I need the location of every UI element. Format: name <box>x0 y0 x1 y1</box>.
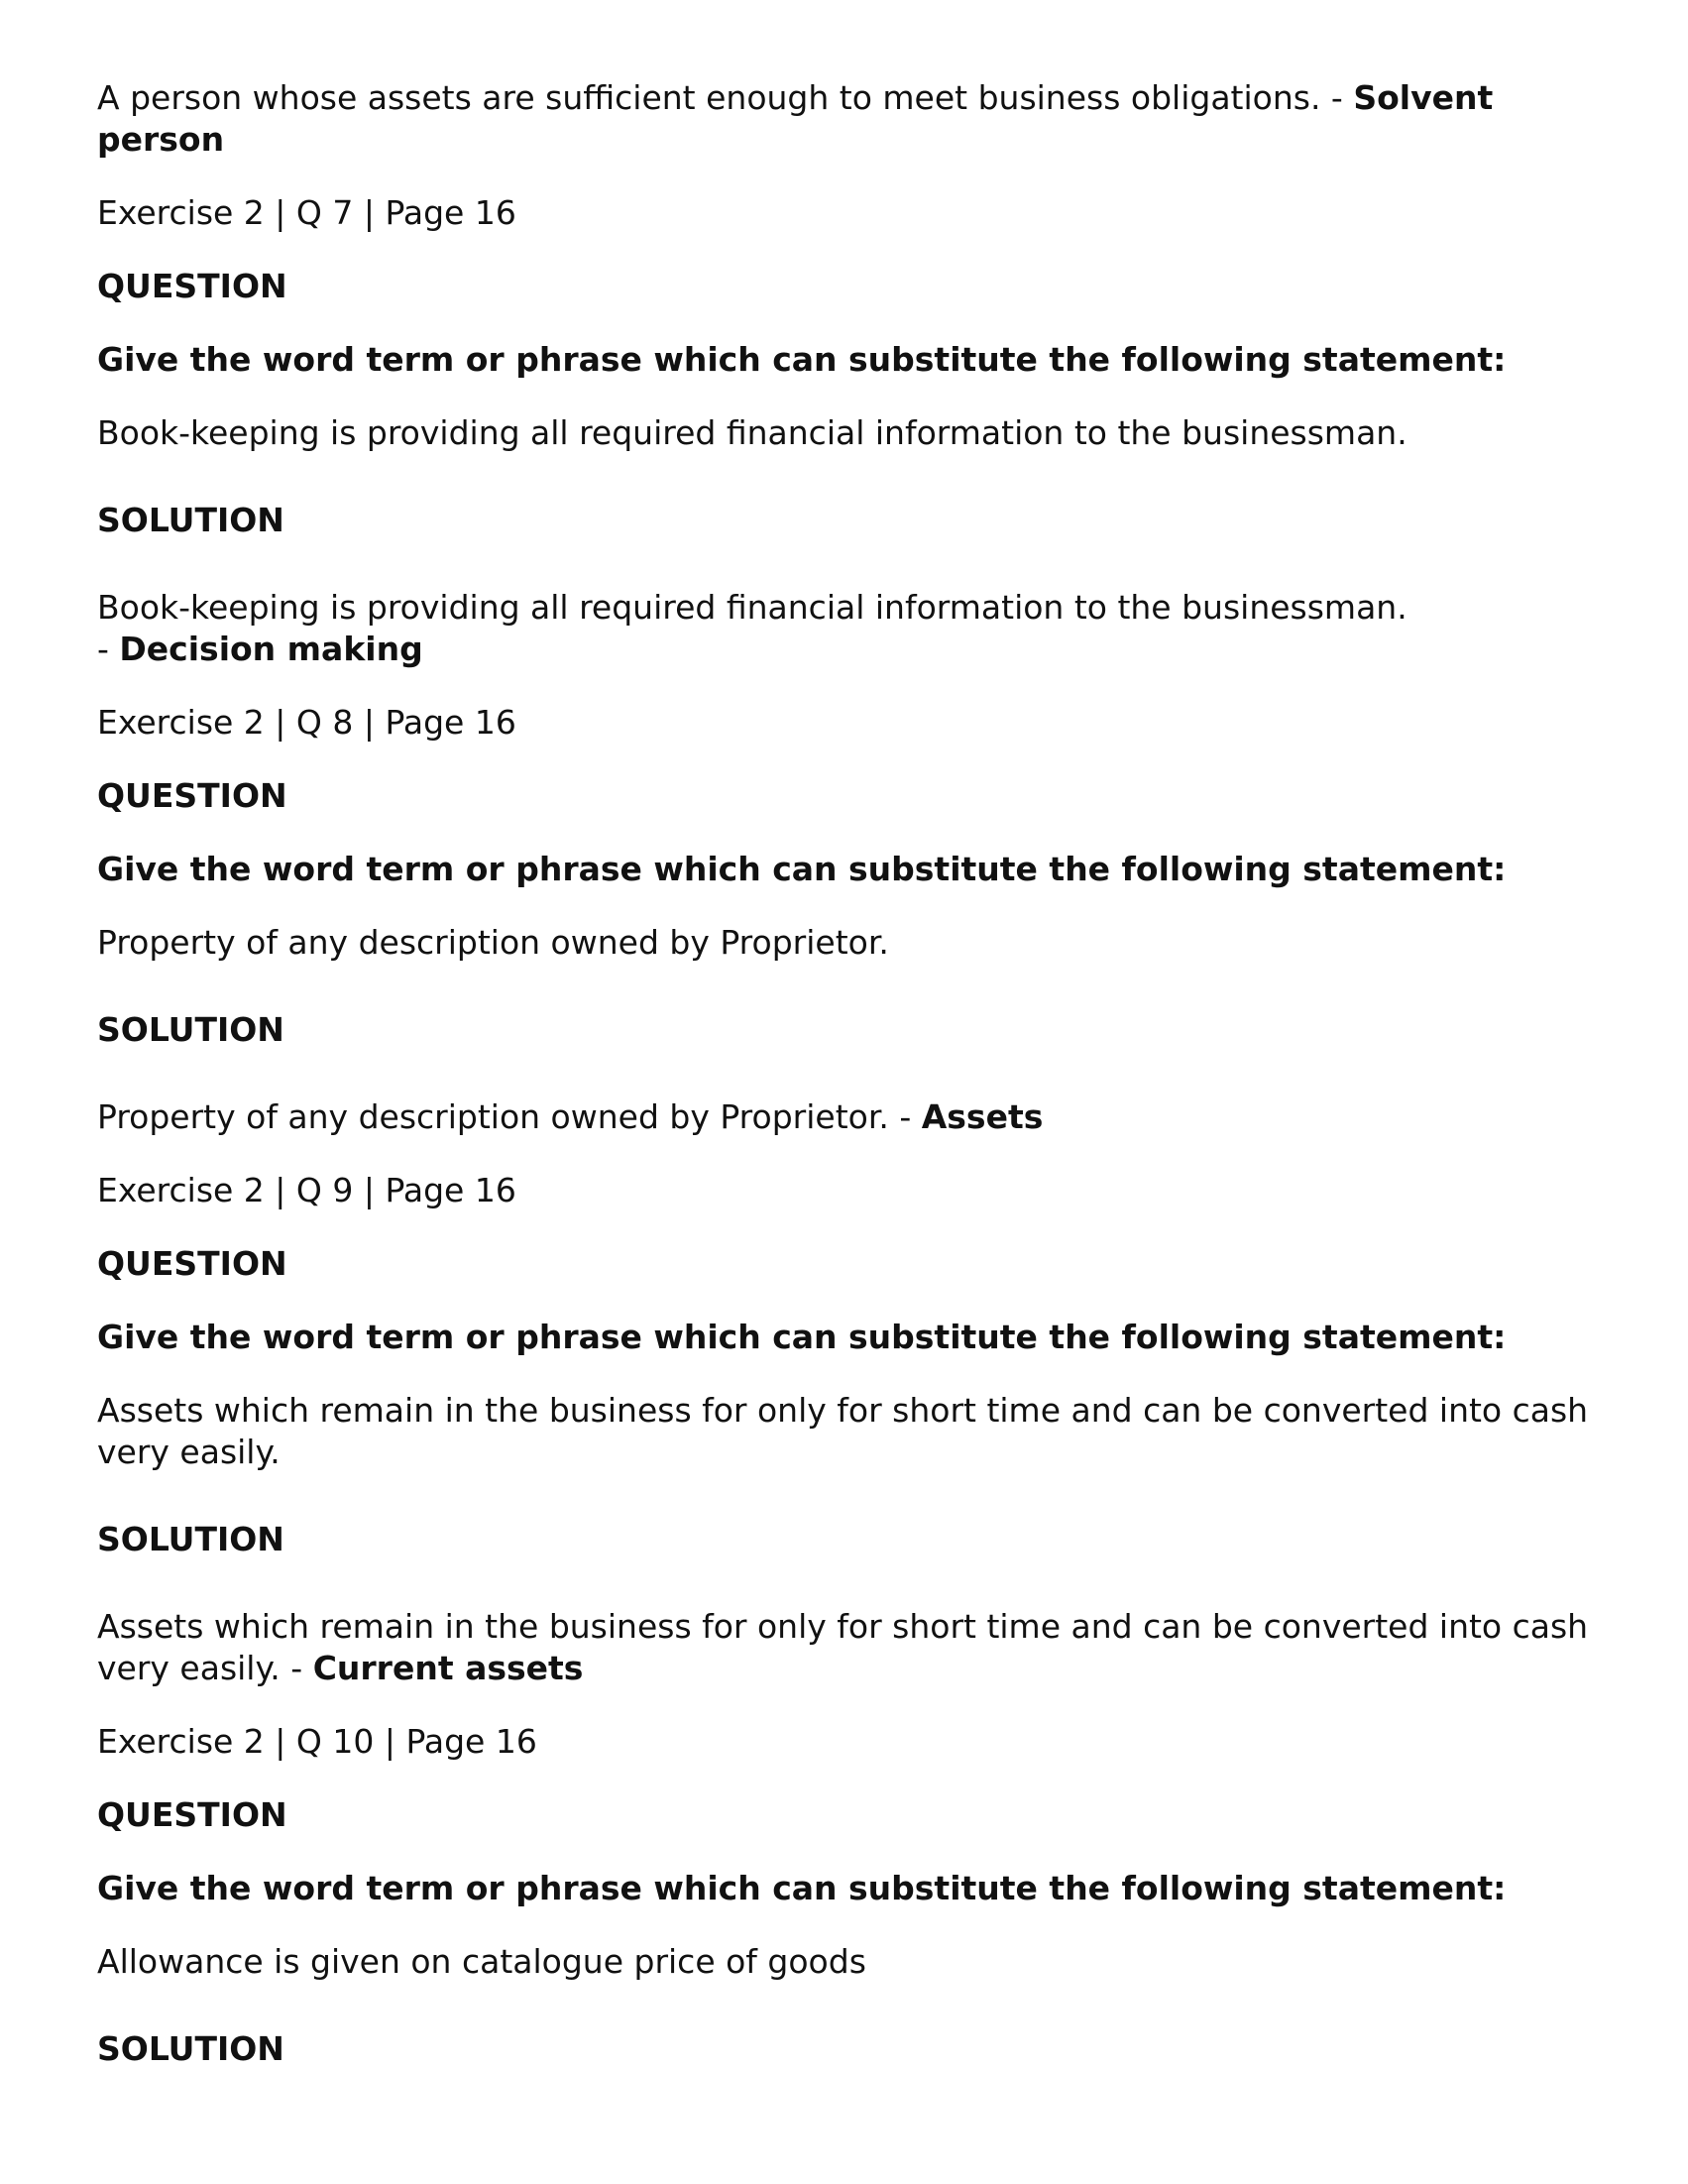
q7-solution-dash: - <box>97 630 120 668</box>
q8-solution-heading: SOLUTION <box>97 1010 284 1049</box>
q8-instruction: Give the word term or phrase which can substitute the following statement: <box>97 850 1507 888</box>
document-page <box>97 77 1604 2070</box>
q10-reference: Exercise 2 | Q 10 | Page 16 <box>97 1722 537 1761</box>
q7-solution-answer-line <box>97 629 1604 670</box>
q10-question-heading: QUESTION <box>97 1795 287 1834</box>
q7-statement: Book-keeping is providing all required financial information to the businessman. <box>97 413 1407 452</box>
q9-reference: Exercise 2 | Q 9 | Page 16 <box>97 1171 516 1209</box>
intro-answer-text: A person whose assets are sufficient enough to meet business obligations. - <box>97 78 1354 117</box>
intro-answer-bold: Solvent <box>1353 78 1494 117</box>
q10-instruction: Give the word term or phrase which can substitute the following statement: <box>97 1869 1507 1907</box>
q9-question-heading: QUESTION <box>97 1244 287 1283</box>
q7-reference: Exercise 2 | Q 7 | Page 16 <box>97 193 516 232</box>
q9-solution-text-line-2: very easily. - <box>97 1649 313 1687</box>
q7-solution-answer: Decision making <box>119 630 423 668</box>
q8-statement: Property of any description owned by Proprietor. <box>97 923 889 962</box>
q10-solution-heading: SOLUTION <box>97 2029 284 2068</box>
q8-solution-answer: Assets <box>921 1097 1044 1136</box>
q9-statement-line-1: Assets which remain in the business for only for short time and can be converted into cash <box>97 1391 1589 1430</box>
q9-statement-line-2: very easily. <box>97 1433 281 1471</box>
q9-instruction: Give the word term or phrase which can substitute the following statement: <box>97 1318 1507 1356</box>
q8-reference: Exercise 2 | Q 8 | Page 16 <box>97 703 516 742</box>
q10-statement: Allowance is given on catalogue price of goods <box>97 1942 866 1981</box>
q8-solution-answer-line <box>97 1096 1604 1138</box>
q7-question-heading: QUESTION <box>97 267 287 305</box>
q9-solution-answer: Current assets <box>312 1649 584 1687</box>
q9-solution-text-line-1: Assets which remain in the business for only for short time and can be converted into cash <box>97 1607 1589 1646</box>
q8-solution-text: Property of any description owned by Proprietor. - <box>97 1097 922 1136</box>
q7-instruction: Give the word term or phrase which can substitute the following statement: <box>97 340 1507 379</box>
q9-solution-heading: SOLUTION <box>97 1520 284 1558</box>
q7-solution-heading: SOLUTION <box>97 501 284 539</box>
q8-question-heading: QUESTION <box>97 776 287 815</box>
intro-answer-line-2: person <box>97 120 225 159</box>
intro-answer-line-1 <box>97 77 1604 119</box>
q9-solution-answer-line <box>97 1648 1604 1689</box>
q7-solution-text: Book-keeping is providing all required financial information to the businessman. <box>97 588 1407 627</box>
